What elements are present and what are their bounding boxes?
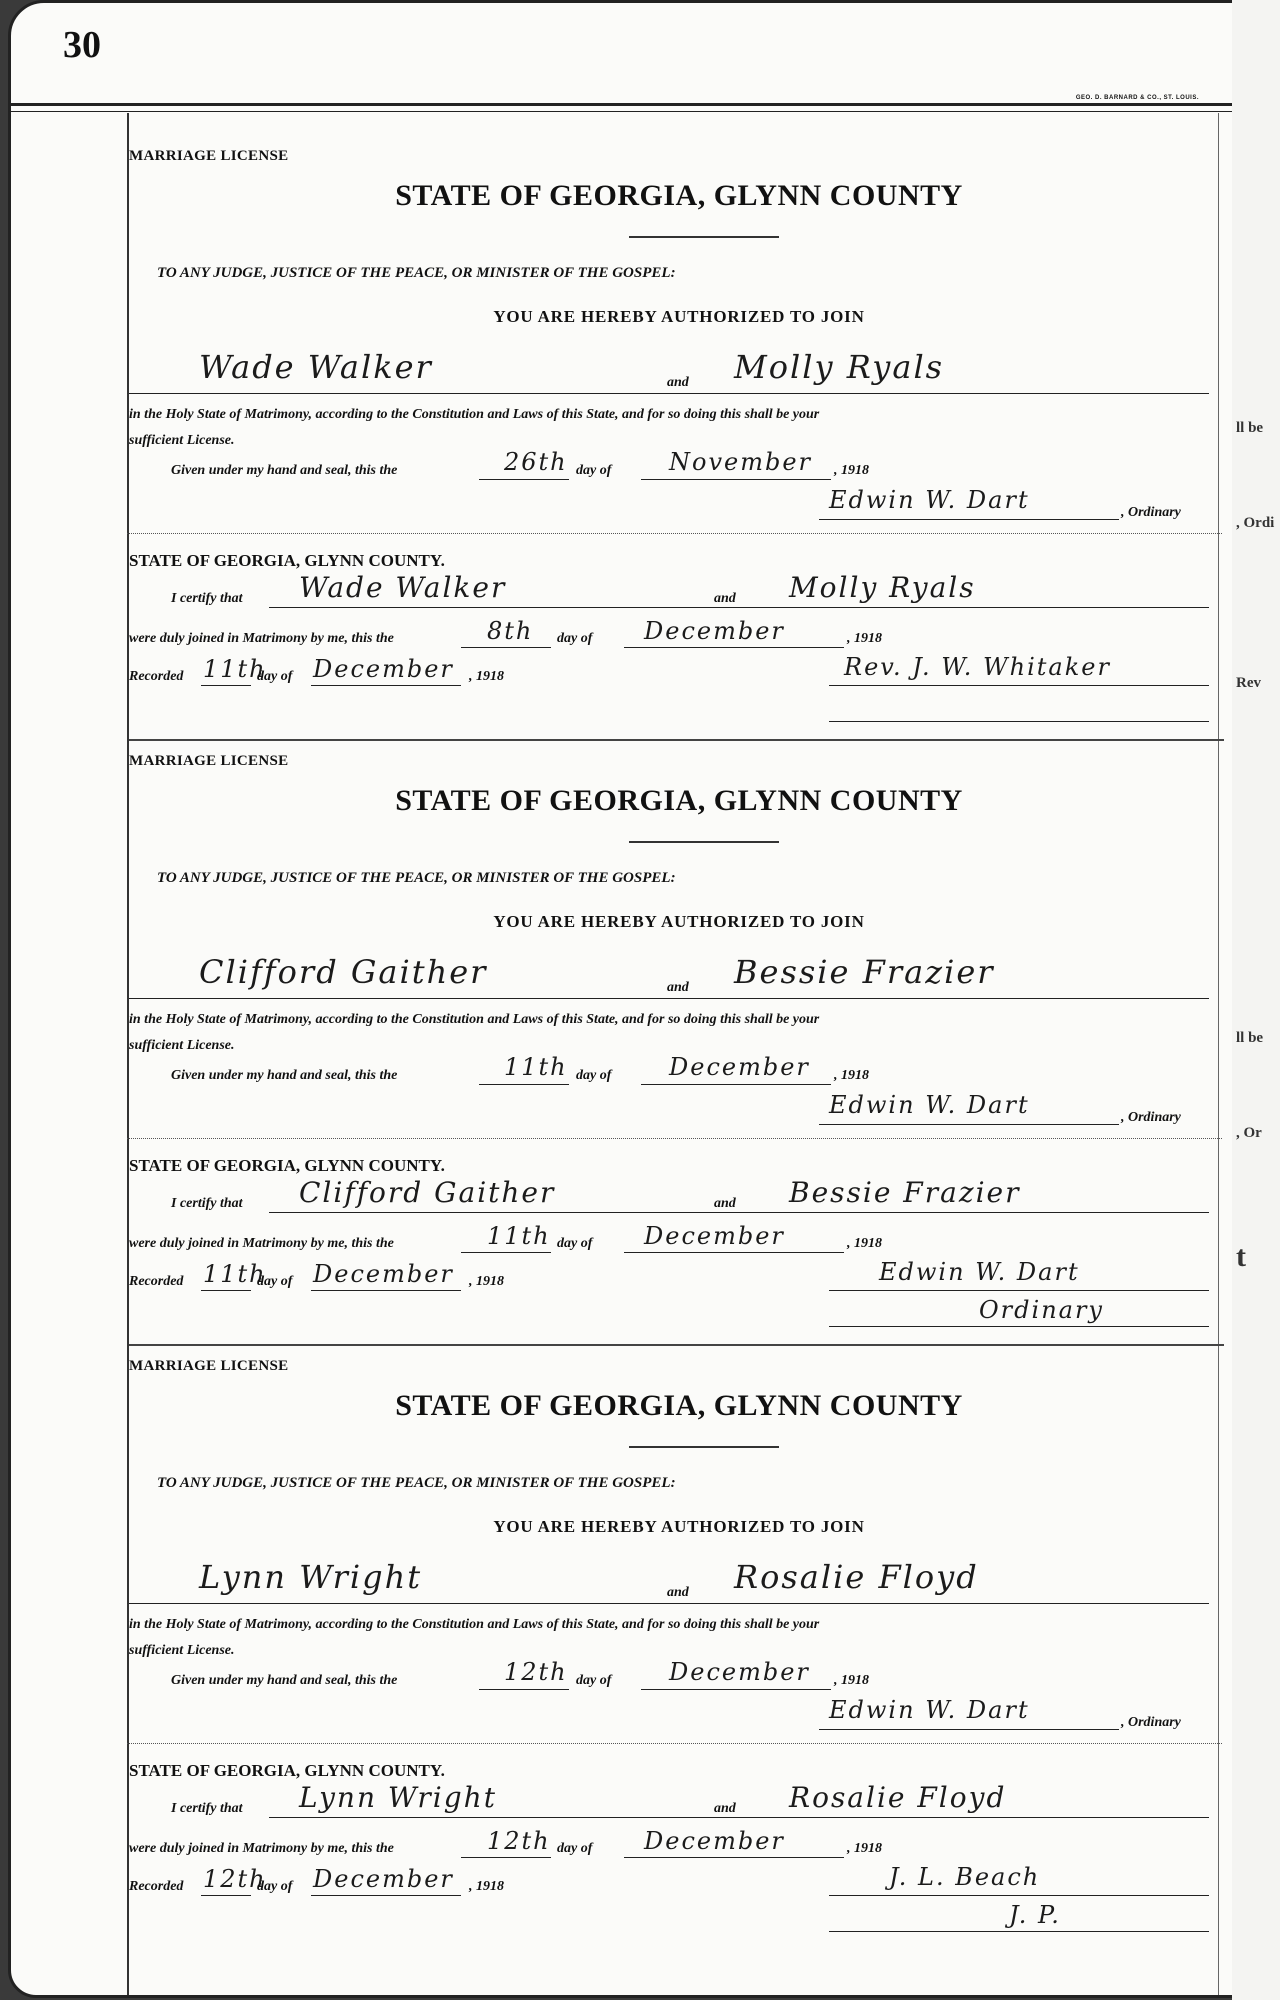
joined-day: 8th — [487, 617, 534, 645]
joined-day-line — [461, 1252, 551, 1253]
section-divider — [127, 533, 1222, 534]
cert-and-label: and — [714, 1801, 736, 1816]
adjacent-page-edge — [1232, 0, 1280, 2000]
given-month-line — [641, 1084, 831, 1085]
recorded-year: , 1918 — [469, 669, 504, 684]
joined-dayof: day of — [557, 1841, 593, 1856]
edge-fragment: t — [1236, 1240, 1246, 1273]
recorded-day-line — [201, 1895, 251, 1896]
license-signature-line — [819, 1729, 1119, 1730]
joined-dayof: day of — [557, 1236, 593, 1251]
certify-text: I certify that — [171, 591, 243, 606]
recorded-dayof: day of — [257, 669, 293, 684]
ordinary-label: , Ordinary — [1121, 1110, 1181, 1125]
officiant-line — [829, 1895, 1209, 1896]
edge-fragment: ll be — [1236, 1030, 1264, 1046]
license-signature-line — [819, 519, 1119, 520]
officiant-title: Ordinary — [979, 1296, 1104, 1324]
names-line — [129, 393, 1209, 394]
given-year: , 1918 — [834, 1068, 869, 1083]
sufficient-text: sufficient License. — [129, 433, 235, 448]
cert-and-label: and — [714, 591, 736, 606]
recorded-day: 12th — [203, 1865, 267, 1893]
bride-name: Molly Ryals — [734, 348, 945, 386]
state-heading: STATE OF GEORGIA, GLYNN COUNTY — [395, 179, 963, 212]
recorded-text: Recorded — [129, 1274, 184, 1289]
sufficient-text: sufficient License. — [129, 1643, 235, 1658]
cert-names-line — [269, 1212, 1209, 1213]
officiant-signature: J. L. Beach — [889, 1863, 1041, 1891]
holy-state-text: in the Holy State of Matrimony, according to the Constitution and Laws of this State, and for so doing this shall be your — [129, 1012, 820, 1027]
sufficient-text: sufficient License. — [129, 1038, 235, 1053]
given-text: Given under my hand and seal, this the — [171, 463, 398, 478]
day-of-label: day of — [576, 1673, 612, 1688]
address-line: TO ANY JUDGE, JUSTICE OF THE PEACE, OR MINISTER OF THE GOSPEL: — [157, 1475, 676, 1491]
marriage-record — [129, 1353, 1219, 1953]
recorded-year: , 1918 — [469, 1879, 504, 1894]
recorded-text: Recorded — [129, 1879, 184, 1894]
officiant-title-line — [829, 1326, 1209, 1327]
cert-names-line — [269, 607, 1209, 608]
joined-text: were duly joined in Matrimony by me, this the — [129, 1236, 394, 1251]
heading-rule — [629, 841, 779, 843]
cert-bride: Bessie Frazier — [789, 1176, 1021, 1209]
certify-text: I certify that — [171, 1801, 243, 1816]
recorded-day: 11th — [203, 655, 267, 683]
joined-month-line — [624, 647, 844, 648]
edge-fragment: , Or — [1236, 1125, 1262, 1141]
joined-year: , 1918 — [847, 631, 882, 646]
groom-name: Clifford Gaither — [199, 953, 488, 991]
bride-name: Rosalie Floyd — [734, 1558, 979, 1596]
license-label: MARRIAGE LICENSE — [129, 148, 289, 164]
ordinary-label: , Ordinary — [1121, 505, 1181, 520]
ledger-page — [8, 0, 1236, 1998]
recorded-month-line — [311, 1895, 461, 1896]
cert-heading: STATE OF GEORGIA, GLYNN COUNTY. — [129, 1156, 445, 1175]
heading-rule — [629, 1446, 779, 1448]
day-of-label: day of — [576, 463, 612, 478]
recorded-year: , 1918 — [469, 1274, 504, 1289]
and-label: and — [667, 980, 689, 995]
cert-groom: Wade Walker — [299, 571, 507, 604]
joined-text: were duly joined in Matrimony by me, this the — [129, 1841, 394, 1856]
license-signature: Edwin W. Dart — [829, 1091, 1030, 1119]
recorded-month-line — [311, 685, 461, 686]
officiant-title-line — [829, 1931, 1209, 1932]
given-text: Given under my hand and seal, this the — [171, 1068, 398, 1083]
certify-text: I certify that — [171, 1196, 243, 1211]
heading-rule — [629, 236, 779, 238]
officiant-title: J. P. — [1009, 1901, 1061, 1929]
section-divider — [127, 1743, 1222, 1744]
recorded-month: December — [313, 655, 454, 683]
given-day-line — [479, 479, 569, 480]
license-signature: Edwin W. Dart — [829, 1696, 1030, 1724]
recorded-text: Recorded — [129, 669, 184, 684]
joined-month-line — [624, 1252, 844, 1253]
address-line: TO ANY JUDGE, JUSTICE OF THE PEACE, OR MINISTER OF THE GOSPEL: — [157, 265, 676, 281]
license-label: MARRIAGE LICENSE — [129, 1358, 289, 1374]
recorded-month: December — [313, 1865, 454, 1893]
address-line: TO ANY JUDGE, JUSTICE OF THE PEACE, OR MINISTER OF THE GOSPEL: — [157, 870, 676, 886]
authorized-line: YOU ARE HEREBY AUTHORIZED TO JOIN — [493, 912, 865, 931]
joined-day-line — [461, 647, 551, 648]
page-number: 30 — [63, 24, 101, 66]
header-rule — [11, 103, 1233, 106]
given-month: December — [669, 1053, 810, 1081]
edge-fragment: Rev — [1236, 675, 1261, 691]
officiant-line — [829, 1290, 1209, 1291]
cert-names-line — [269, 1817, 1209, 1818]
given-day: 12th — [504, 1658, 568, 1686]
joined-month: December — [644, 617, 785, 645]
marriage-record — [129, 748, 1219, 1348]
cert-bride: Molly Ryals — [789, 571, 976, 604]
state-heading: STATE OF GEORGIA, GLYNN COUNTY — [395, 1389, 963, 1422]
header-rule-thin — [11, 111, 1233, 112]
license-label: MARRIAGE LICENSE — [129, 753, 289, 769]
given-month: December — [669, 1658, 810, 1686]
license-signature: Edwin W. Dart — [829, 486, 1030, 514]
cert-heading: STATE OF GEORGIA, GLYNN COUNTY. — [129, 551, 445, 570]
joined-text: were duly joined in Matrimony by me, this the — [129, 631, 394, 646]
given-month-line — [641, 1689, 831, 1690]
recorded-dayof: day of — [257, 1879, 293, 1894]
authorized-line: YOU ARE HEREBY AUTHORIZED TO JOIN — [493, 1517, 865, 1536]
and-label: and — [667, 375, 689, 390]
given-day: 11th — [504, 1053, 568, 1081]
names-line — [129, 1603, 1209, 1604]
joined-day: 12th — [487, 1827, 551, 1855]
cert-groom: Clifford Gaither — [299, 1176, 556, 1209]
recorded-day-line — [201, 685, 251, 686]
marriage-record — [129, 143, 1219, 743]
bride-name: Bessie Frazier — [734, 953, 995, 991]
officiant-signature: Edwin W. Dart — [879, 1258, 1080, 1286]
groom-name: Lynn Wright — [199, 1558, 423, 1596]
holy-state-text: in the Holy State of Matrimony, according to the Constitution and Laws of this State, and for so doing this shall be your — [129, 1617, 820, 1632]
given-day-line — [479, 1084, 569, 1085]
given-month-line — [641, 479, 831, 480]
record-separator — [129, 1344, 1224, 1346]
given-year: , 1918 — [834, 463, 869, 478]
recorded-dayof: day of — [257, 1274, 293, 1289]
given-day: 26th — [504, 448, 568, 476]
recorded-day: 11th — [203, 1260, 267, 1288]
groom-name: Wade Walker — [199, 348, 433, 386]
and-label: and — [667, 1585, 689, 1600]
ordinary-label: , Ordinary — [1121, 1715, 1181, 1730]
given-text: Given under my hand and seal, this the — [171, 1673, 398, 1688]
authorized-line: YOU ARE HEREBY AUTHORIZED TO JOIN — [493, 307, 865, 326]
joined-year: , 1918 — [847, 1841, 882, 1856]
recorded-day-line — [201, 1290, 251, 1291]
joined-day: 11th — [487, 1222, 551, 1250]
recorded-month-line — [311, 1290, 461, 1291]
holy-state-text: in the Holy State of Matrimony, according to the Constitution and Laws of this State, and for so doing this shall be your — [129, 407, 820, 422]
joined-month: December — [644, 1222, 785, 1250]
printer-imprint: GEO. D. BARNARD & CO., ST. LOUIS. — [1075, 95, 1199, 101]
joined-month-line — [624, 1857, 844, 1858]
license-signature-line — [819, 1124, 1119, 1125]
joined-year: , 1918 — [847, 1236, 882, 1251]
joined-month: December — [644, 1827, 785, 1855]
joined-dayof: day of — [557, 631, 593, 646]
state-heading: STATE OF GEORGIA, GLYNN COUNTY — [395, 784, 963, 817]
day-of-label: day of — [576, 1068, 612, 1083]
joined-day-line — [461, 1857, 551, 1858]
given-year: , 1918 — [834, 1673, 869, 1688]
given-day-line — [479, 1689, 569, 1690]
cert-bride: Rosalie Floyd — [789, 1781, 1007, 1814]
cert-heading: STATE OF GEORGIA, GLYNN COUNTY. — [129, 1761, 445, 1780]
officiant-title-line — [829, 721, 1209, 722]
record-separator — [129, 739, 1224, 741]
cert-and-label: and — [714, 1196, 736, 1211]
officiant-line — [829, 685, 1209, 686]
officiant-signature: Rev. J. W. Whitaker — [844, 653, 1111, 681]
names-line — [129, 998, 1209, 999]
edge-fragment: ll be — [1236, 420, 1264, 436]
given-month: November — [669, 448, 813, 476]
edge-fragment: , Ordi — [1236, 515, 1275, 531]
section-divider — [127, 1138, 1222, 1139]
recorded-month: December — [313, 1260, 454, 1288]
cert-groom: Lynn Wright — [299, 1781, 497, 1814]
